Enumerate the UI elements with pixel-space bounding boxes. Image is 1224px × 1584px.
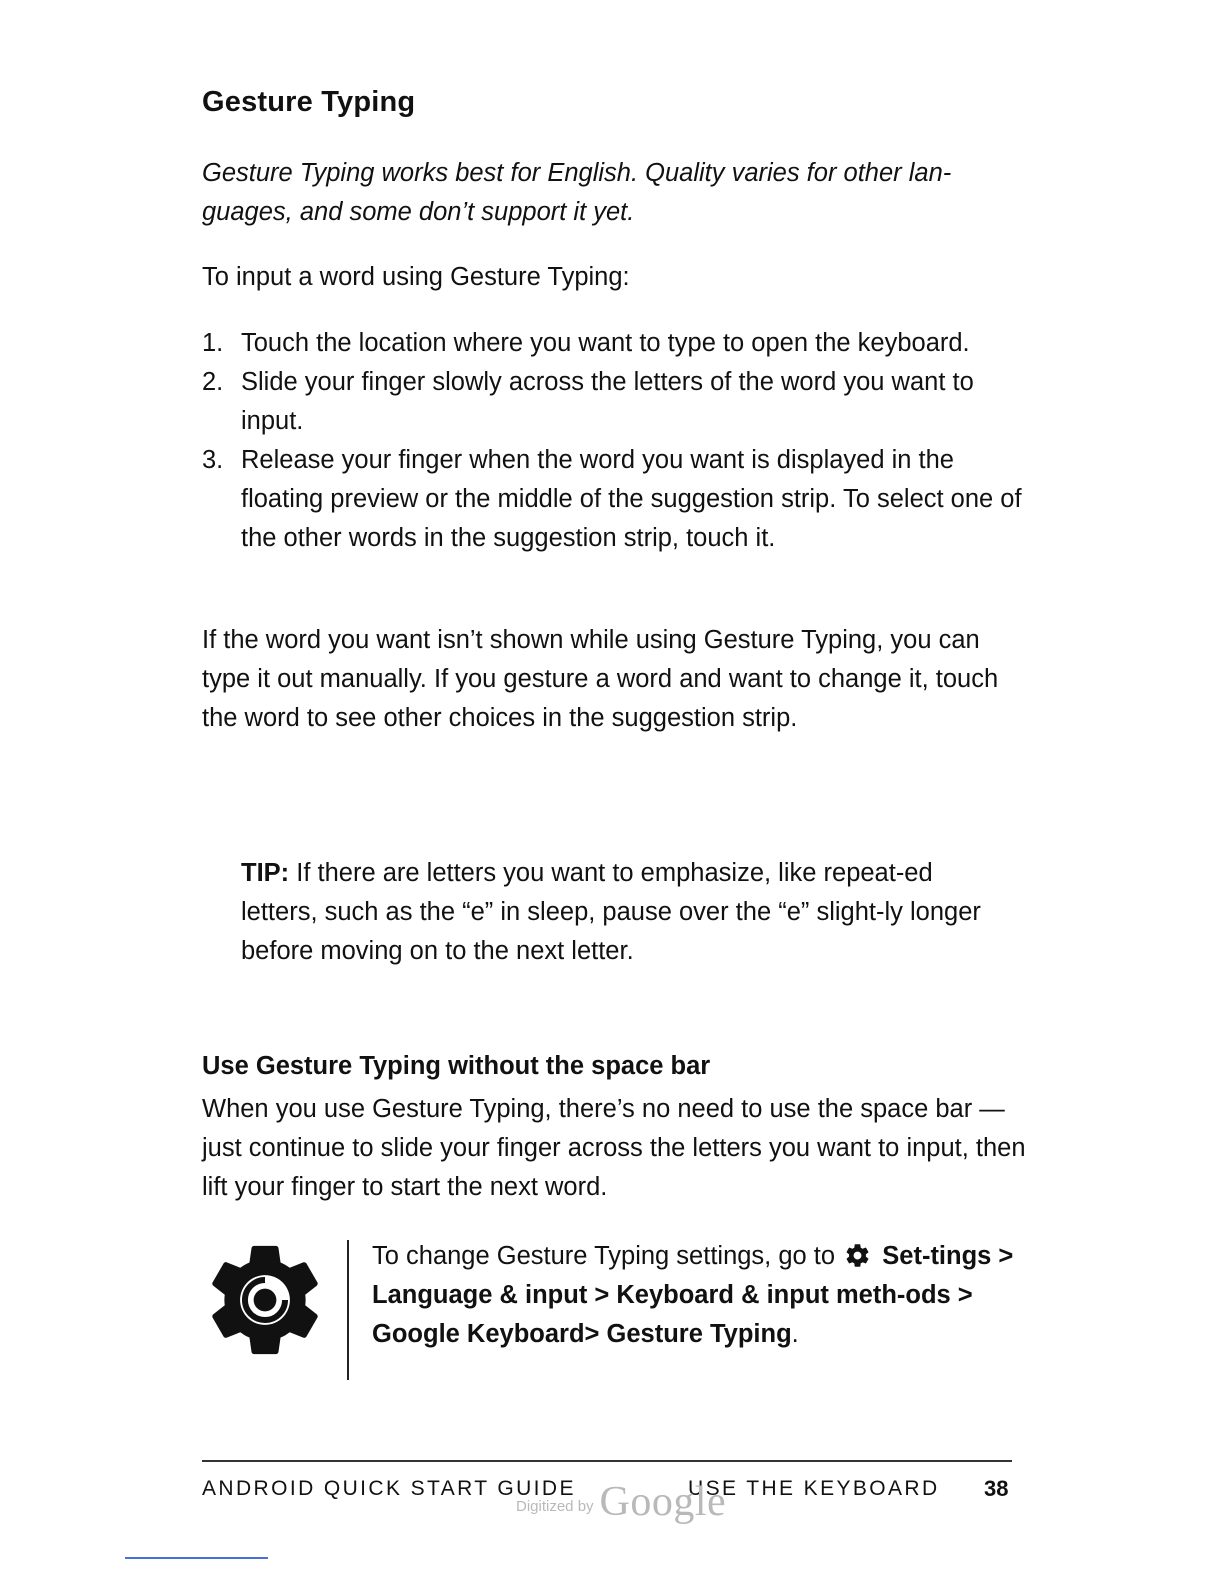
- tip-text: If there are letters you want to emphasize, like repeat-ed letters, such as the “e” in sleep, pause over the “e” slight-ly longer before moving on to the next letter.: [241, 859, 981, 965]
- section-body: When you use Gesture Typing, there’s no need to use the space bar — just continue to slide your finger across the letters you want to input, then lift your finger to start the next word.: [202, 1095, 1026, 1201]
- step-number: 2.: [202, 368, 224, 396]
- step-text: Touch the location where you want to type to open the keyboard.: [241, 329, 970, 357]
- footer-book-title: ANDROID QUICK START GUIDE: [202, 1477, 576, 1500]
- step-item: [202, 441, 1032, 558]
- bottom-link-underline: [125, 1557, 268, 1559]
- tip-label: TIP:: [241, 859, 290, 887]
- steps-lead: To input a word using Gesture Typing:: [202, 263, 630, 291]
- divider: [347, 1240, 349, 1380]
- watermark-brand: Google: [599, 1479, 727, 1525]
- step-text: Release your finger when the word you want is displayed in the floating preview or the middle of the suggestion strip. To select one of the other words in the suggestion strip, touch it.: [241, 446, 1022, 552]
- gear-icon: [844, 1242, 871, 1269]
- footer-rule: [202, 1460, 1012, 1462]
- step-number: 1.: [202, 329, 224, 357]
- step-number: 3.: [202, 446, 224, 474]
- manual-typing-paragraph: If the word you want isn’t shown while using Gesture Typing, you can type it out manually. If you gesture a word and want to change it, touch the word to see other choices in the suggestion strip.: [202, 626, 999, 732]
- page-number: 38: [984, 1476, 1009, 1501]
- gear-icon: [200, 1235, 330, 1365]
- settings-path: Set-tings > Language & input > Keyboard & input meth-ods > Google Keyboard> Gesture Typing: [372, 1242, 1014, 1348]
- step-text: Slide your finger slowly across the letters of the word you want to input.: [241, 368, 974, 435]
- settings-note: [372, 1237, 1032, 1354]
- settings-suffix: .: [791, 1320, 799, 1348]
- step-item: [202, 324, 1032, 363]
- digitized-watermark: [516, 1478, 726, 1526]
- step-item: [202, 363, 1032, 441]
- page-heading: Gesture Typing: [202, 86, 416, 118]
- intro-note: Gesture Typing works best for English. Quality varies for other lan-guages, and some don’t support it yet.: [202, 159, 952, 226]
- footer-chapter-title: USE THE KEYBOARD: [688, 1477, 940, 1500]
- tip-box: [241, 854, 1001, 971]
- section-heading: Use Gesture Typing without the space bar: [202, 1052, 711, 1080]
- watermark-caption: Digitized by: [516, 1498, 594, 1515]
- steps-list: [202, 324, 1032, 558]
- settings-prefix: To change Gesture Typing settings, go to: [372, 1242, 836, 1270]
